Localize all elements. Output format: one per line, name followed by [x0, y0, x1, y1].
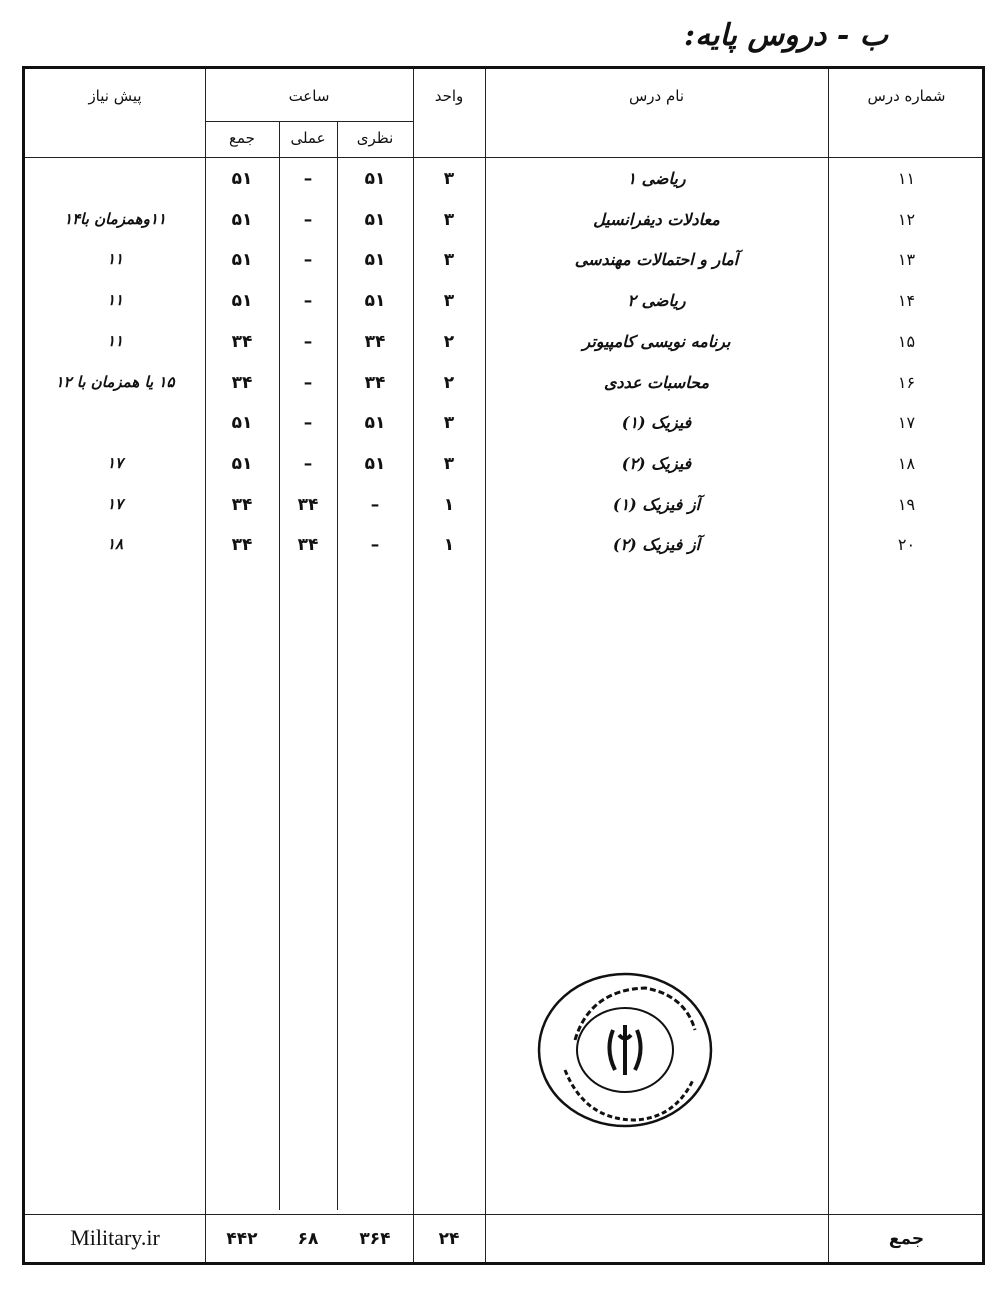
course-total-hours: ۵۱ — [231, 169, 253, 189]
header-theory: نظری — [356, 129, 394, 147]
course-theory-hours: ۵۱ — [364, 209, 386, 230]
divider-total — [279, 121, 280, 1210]
course-no: ۱۹ — [897, 494, 916, 514]
course-prereq: ۱۷ — [106, 494, 124, 513]
divider-practical — [337, 121, 338, 1210]
course-total-hours: ۵۱ — [231, 453, 253, 474]
course-no: ۱۵ — [897, 331, 916, 351]
course-practical-hours: – — [303, 453, 313, 474]
course-theory-hours: ۵۱ — [364, 291, 386, 312]
header-hours: ساعت — [288, 87, 330, 105]
course-prereq: ۱۱وهمزمان با۱۴ — [64, 209, 166, 228]
course-theory-hours: ۳۴ — [364, 331, 386, 352]
course-no: ۲۰ — [897, 535, 916, 555]
course-practical-hours: – — [303, 331, 313, 352]
footer-total: ۴۴۲ — [226, 1229, 258, 1249]
official-seal-stamp — [535, 970, 715, 1130]
course-prereq: ۱۸ — [106, 535, 124, 554]
course-no: ۱۱ — [897, 169, 916, 188]
course-theory-hours: ۵۱ — [364, 453, 386, 474]
course-total-hours: ۳۴ — [231, 331, 253, 352]
course-practical-hours: – — [303, 169, 313, 189]
course-units: ۲ — [443, 372, 455, 393]
course-units: ۱ — [443, 535, 455, 556]
course-practical-hours: ۳۴ — [297, 494, 319, 515]
course-theory-hours: ۳۴ — [364, 372, 386, 393]
header-bottom-line — [25, 157, 982, 158]
course-theory-hours: ۵۱ — [364, 413, 386, 434]
watermark-text: Military.ir — [70, 1225, 160, 1250]
course-table — [22, 66, 985, 1265]
course-no: ۱۸ — [897, 453, 916, 473]
course-total-hours: ۳۴ — [231, 494, 253, 515]
header-practical: عملی — [290, 129, 326, 147]
course-units: ۳ — [443, 453, 455, 474]
course-theory-hours: ۵۱ — [364, 250, 386, 271]
course-theory-hours: – — [370, 535, 380, 556]
course-total-hours: ۳۴ — [231, 372, 253, 393]
course-practical-hours: – — [303, 372, 313, 393]
course-units: ۳ — [443, 413, 455, 434]
divider-prereq — [205, 69, 206, 1262]
course-no: ۱۲ — [897, 209, 916, 229]
course-total-hours: ۵۱ — [231, 291, 253, 312]
footer-theory: ۳۶۴ — [359, 1229, 391, 1249]
course-name: برنامه نویسی کامپیوتر — [582, 331, 731, 351]
course-name: آز فیزیک (۱) — [612, 494, 701, 514]
course-units: ۲ — [443, 331, 455, 352]
page-title: ب - دروس پایه: — [684, 18, 888, 53]
course-practical-hours: – — [303, 209, 313, 230]
course-total-hours: ۵۱ — [231, 250, 253, 271]
course-prereq: ۱۱ — [106, 291, 124, 310]
course-name: ریاضی ۱ — [627, 169, 686, 188]
footer-top-line — [25, 1214, 982, 1215]
course-name: ریاضی ۲ — [627, 291, 686, 311]
footer-label: جمع — [888, 1229, 925, 1249]
course-total-hours: ۳۴ — [231, 535, 253, 556]
course-units: ۳ — [443, 291, 455, 312]
course-no: ۱۶ — [897, 372, 916, 392]
course-prereq: ۱۵ یا همزمان با ۱۲ — [55, 372, 175, 391]
course-total-hours: ۵۱ — [231, 413, 253, 434]
course-name: معادلات دیفرانسیل — [593, 209, 720, 229]
course-prereq: ۱۷ — [106, 453, 124, 472]
header-course-no: شماره درس — [867, 87, 946, 105]
course-name: آمار و احتمالات مهندسی — [574, 250, 739, 270]
course-theory-hours: ۵۱ — [364, 169, 386, 189]
header-units: واحد — [434, 87, 464, 105]
footer-units: ۲۴ — [438, 1229, 460, 1249]
course-units: ۳ — [443, 209, 455, 230]
course-name: آز فیزیک (۲) — [612, 535, 701, 555]
course-units: ۳ — [443, 250, 455, 271]
course-units: ۳ — [443, 169, 455, 189]
header-prereq: پیش نیاز — [88, 87, 142, 105]
course-name: محاسبات عددی — [603, 372, 710, 392]
course-theory-hours: – — [370, 494, 380, 515]
course-total-hours: ۵۱ — [231, 209, 253, 230]
course-name: فیزیک (۲) — [621, 453, 692, 473]
course-practical-hours: ۳۴ — [297, 535, 319, 556]
course-name: فیزیک (۱) — [621, 413, 692, 433]
footer-practical: ۶۸ — [297, 1229, 319, 1249]
course-practical-hours: – — [303, 413, 313, 434]
header-total: جمع — [229, 129, 255, 147]
divider-units — [485, 69, 486, 1262]
course-prereq: ۱۱ — [106, 250, 124, 269]
course-no: ۱۷ — [897, 413, 916, 433]
course-no: ۱۴ — [897, 291, 916, 311]
course-practical-hours: – — [303, 291, 313, 312]
course-practical-hours: – — [303, 250, 313, 271]
hours-subheader-line — [205, 121, 413, 122]
divider-name — [828, 69, 829, 1262]
course-prereq: ۱۱ — [106, 331, 124, 350]
course-no: ۱۳ — [897, 250, 916, 270]
divider-hours — [413, 69, 414, 1262]
header-course-name: نام درس — [628, 87, 685, 105]
course-units: ۱ — [443, 494, 455, 515]
